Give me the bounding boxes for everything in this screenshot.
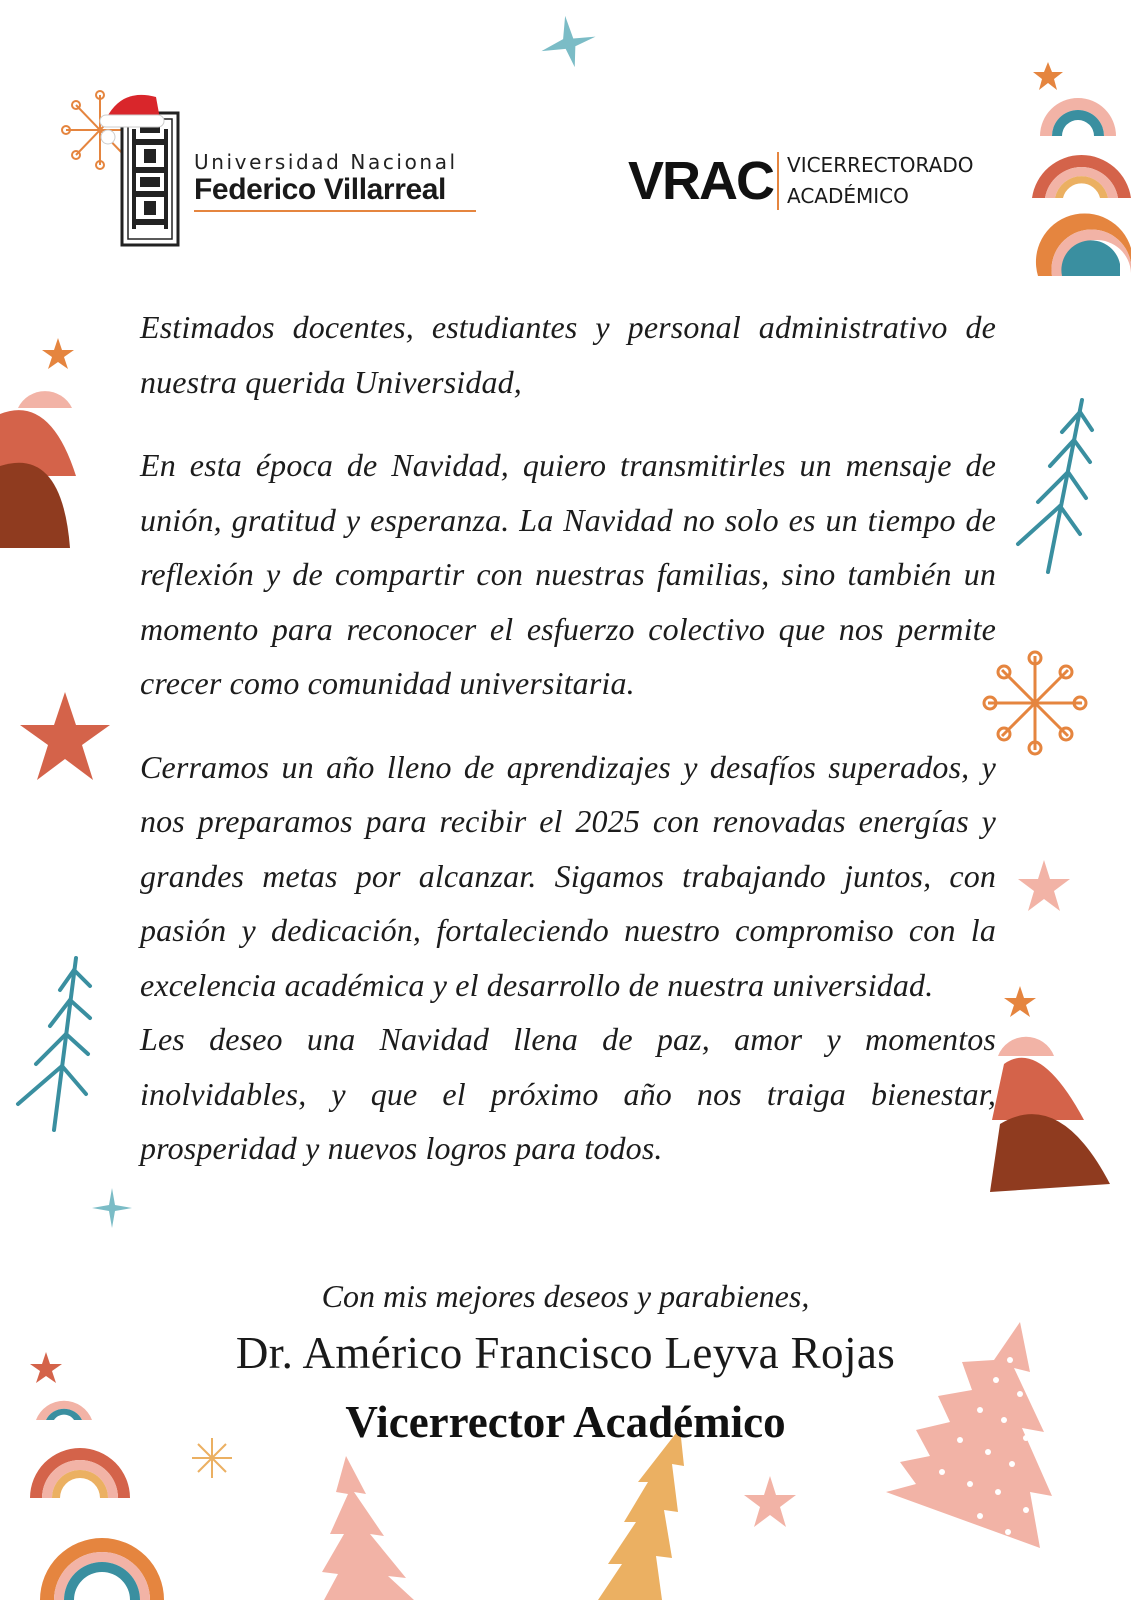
greeting-paragraph: Estimados docentes, estudiantes y personal administrativo de nuestra querida Universidad, — [140, 309, 996, 400]
stacked-tree-icon — [0, 336, 80, 556]
light-teal-star-icon — [538, 14, 598, 70]
christmas-message-paragraph: En esta época de Navidad, quiero transmitirles un mensaje de unión, gratitud y esperanza. La Navidad no solo es un tiempo de reflexión y de compartir con nuestras familias, sino también un momento para reconocer el esfuerzo colectivo que nos permite crecer como comunidad universitaria. — [140, 447, 996, 701]
wishes-paragraph: Les deseo una Navidad llena de paz, amor y momentos inolvidables, y que el próximo año nos traiga bienestar, prosperidad y nuevos logros para todos. — [140, 1021, 996, 1166]
vrac-text — [787, 150, 973, 212]
pink-tree-icon — [318, 1454, 434, 1600]
teal-branch-icon — [14, 954, 98, 1134]
vrac-logo — [628, 150, 973, 212]
signer-name: Dr. Américo Francisco Leyva Rojas — [235, 1328, 896, 1378]
vrac-divider — [777, 152, 779, 210]
university-name-line2: Federico Villarreal — [194, 173, 446, 206]
pink-star-icon — [742, 1474, 798, 1530]
rainbow-stack-icon — [26, 1350, 166, 1600]
light-teal-star-icon — [90, 1186, 134, 1230]
rust-star-icon — [18, 690, 112, 784]
letter-body — [140, 300, 996, 1176]
vrac-line2: ACADÉMICO — [787, 184, 909, 208]
stacked-tree-icon — [990, 984, 1131, 1194]
pink-star-icon — [1016, 858, 1072, 914]
closing-line: Con mis mejores deseos y parabienes, — [321, 1278, 810, 1314]
rainbow-stack-icon — [1030, 58, 1131, 278]
teal-branch-icon — [1010, 396, 1100, 576]
signer-title: Vicerrector Académico — [345, 1397, 786, 1447]
university-name — [194, 150, 476, 212]
vrac-line1: VICERRECTORADO — [787, 153, 974, 177]
year-closing-paragraph: Cerramos un año lleno de aprendizajes y desafíos superados, y nos preparamos para recibir el 2025 con renovadas energías y grandes metas por alcanzar. Sigamos trabajando juntos, con pasión y dedicación, fortaleciendo nuestro compromiso con la excelencia académica y el desarrollo de nuestra universidad. — [140, 748, 996, 1003]
university-name-line1: Universidad Nacional — [194, 150, 458, 174]
vrac-mark: VRAC — [628, 151, 774, 211]
mustard-tree-icon — [598, 1426, 706, 1600]
orange-snowflake-icon — [980, 648, 1090, 758]
orange-underline — [194, 210, 476, 212]
